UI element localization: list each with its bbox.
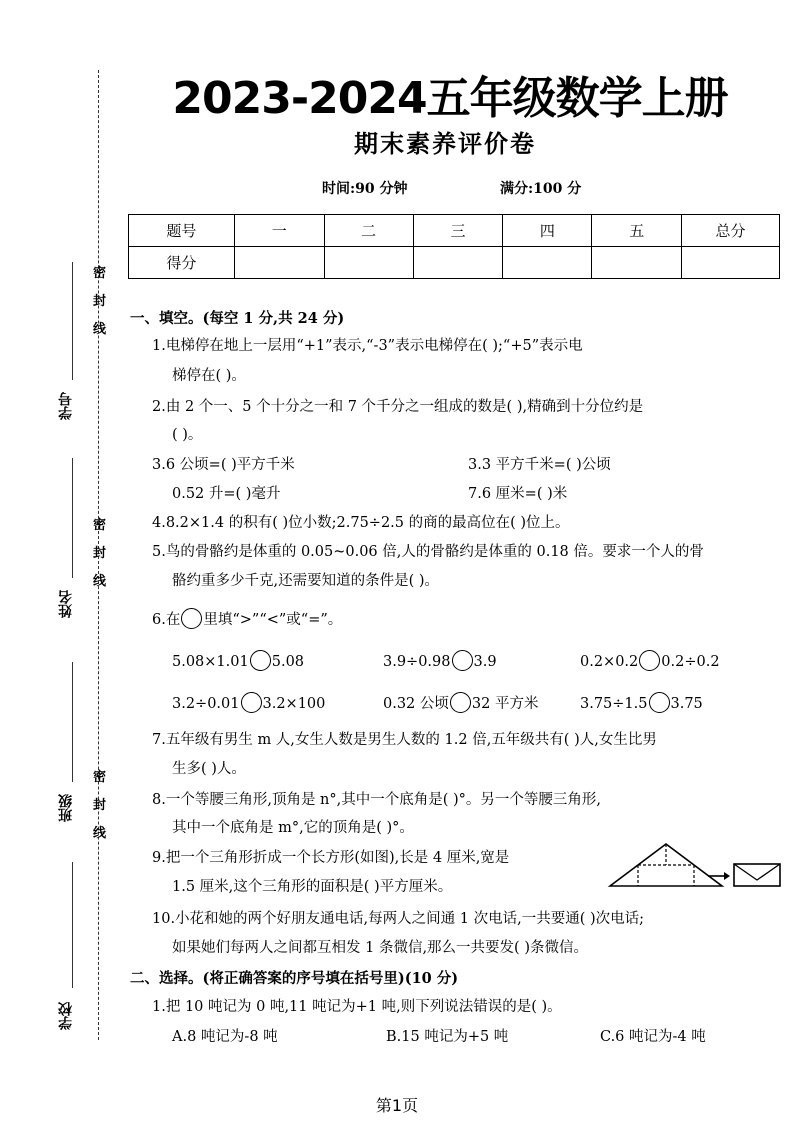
compare-item bbox=[580, 650, 720, 672]
seal-char: 密 bbox=[93, 518, 107, 533]
question-5-line-1: 5.鸟的骨骼约是体重的 0.05~0.06 倍,人的骨骼约是体重的 0.18 倍。要求一个人的骨 bbox=[152, 544, 704, 560]
seal-char: 线 bbox=[93, 322, 107, 337]
compare-item bbox=[383, 650, 497, 672]
compare-item bbox=[172, 650, 304, 672]
question-6-prompt bbox=[152, 608, 342, 630]
table-cell: 得分 bbox=[129, 247, 235, 279]
compare-circle-icon[interactable] bbox=[639, 650, 660, 671]
question-8-line-2: 其中一个底角是 m°,它的顶角是( )°。 bbox=[172, 820, 414, 836]
blank-circle-icon bbox=[181, 608, 202, 629]
score-input-cell[interactable] bbox=[234, 247, 324, 279]
question-3-item-1: 3.6 公顷=( )平方千米 bbox=[152, 457, 295, 473]
choice-option-a[interactable]: A.8 吨记为-8 吨 bbox=[172, 1029, 278, 1045]
page-title: 2023-2024五年级数学上册 bbox=[172, 73, 728, 124]
seal-char: 封 bbox=[93, 546, 107, 561]
page-subtitle: 期末素养评价卷 bbox=[354, 130, 536, 158]
compare-left: 3.75÷1.5 bbox=[580, 696, 648, 712]
page-number: 第1页 bbox=[375, 1096, 419, 1115]
seal-char: 线 bbox=[93, 826, 107, 841]
question-5-line-2: 骼约重多少千克,还需要知道的条件是( )。 bbox=[172, 573, 440, 589]
compare-circle-icon[interactable] bbox=[450, 692, 471, 713]
question-3-item-2: 3.3 平方千米=( )公顷 bbox=[468, 457, 611, 473]
compare-item bbox=[172, 692, 325, 714]
question-10-line-1: 10.小花和她的两个好朋友通电话,每两人之间通 1 次电话,一共要通( )次电话; bbox=[152, 911, 645, 927]
question-2-line-2: ( )。 bbox=[172, 427, 203, 443]
table-cell: 二 bbox=[324, 215, 413, 247]
score-input-cell[interactable] bbox=[592, 247, 682, 279]
question-6-prefix: 6.在 bbox=[152, 612, 181, 628]
table-cell: 题号 bbox=[129, 215, 235, 247]
compare-circle-icon[interactable] bbox=[649, 692, 670, 713]
score-input-cell[interactable] bbox=[503, 247, 592, 279]
score-input-cell[interactable] bbox=[413, 247, 503, 279]
question-9-line-1: 9.把一个三角形折成一个长方形(如图),长是 4 厘米,宽是 bbox=[152, 850, 510, 866]
score-table bbox=[128, 214, 780, 279]
compare-item bbox=[580, 692, 703, 714]
section-1-heading: 一、填空。(每空 1 分,共 24 分) bbox=[130, 310, 345, 327]
class-label: 班级 bbox=[58, 794, 74, 822]
compare-circle-icon[interactable] bbox=[452, 650, 473, 671]
compare-right: 0.2÷0.2 bbox=[661, 654, 720, 670]
table-cell: 三 bbox=[413, 215, 503, 247]
compare-circle-icon[interactable] bbox=[250, 650, 271, 671]
question-2-line-1: 2.由 2 个一、5 个十分之一和 7 个千分之一组成的数是( ),精确到十分位约是 bbox=[152, 399, 644, 415]
compare-right: 3.9 bbox=[473, 654, 497, 670]
school-field-line[interactable] bbox=[72, 862, 73, 988]
table-cell: 一 bbox=[234, 215, 324, 247]
student-id-field-line[interactable] bbox=[72, 262, 73, 380]
score-table-header-row bbox=[129, 215, 780, 247]
table-cell: 总分 bbox=[682, 215, 780, 247]
question-9-line-2: 1.5 厘米,这个三角形的面积是( )平方厘米。 bbox=[172, 879, 453, 895]
envelope-fold bbox=[734, 864, 780, 880]
question-1-line-1: 1.电梯停在地上一层用“+1”表示,“-3”表示电梯停在( );“+5”表示电 bbox=[152, 338, 583, 354]
exam-time: 时间:90 分钟 bbox=[322, 181, 408, 197]
choice-option-b[interactable]: B.15 吨记为+5 吨 bbox=[386, 1029, 509, 1045]
score-table-score-row bbox=[129, 247, 780, 279]
compare-left: 5.08×1.01 bbox=[172, 654, 249, 670]
seal-char: 封 bbox=[93, 294, 107, 309]
question-6-suffix: 里填“>”“<”或“=”。 bbox=[203, 612, 343, 628]
arrow-head bbox=[724, 872, 730, 880]
table-cell: 五 bbox=[592, 215, 682, 247]
table-cell: 四 bbox=[503, 215, 592, 247]
question-7-line-2: 生多( )人。 bbox=[172, 761, 246, 777]
score-input-cell[interactable] bbox=[324, 247, 413, 279]
class-field-line[interactable] bbox=[72, 662, 73, 782]
question-7-line-1: 7.五年级有男生 m 人,女生人数是男生人数的 1.2 倍,五年级共有( )人,女生比男 bbox=[152, 732, 657, 748]
question-3-item-3: 0.52 升=( )毫升 bbox=[172, 486, 281, 502]
compare-circle-icon[interactable] bbox=[241, 692, 262, 713]
score-input-cell[interactable] bbox=[682, 247, 780, 279]
choice-option-c[interactable]: C.6 吨记为-4 吨 bbox=[600, 1029, 706, 1045]
compare-right: 3.75 bbox=[670, 696, 703, 712]
seal-char: 密 bbox=[93, 770, 107, 785]
seal-char: 密 bbox=[93, 266, 107, 281]
question-10-line-2: 如果她们每两人之间都互相发 1 条微信,那么一共要发( )条微信。 bbox=[172, 940, 588, 956]
exam-full-score: 满分:100 分 bbox=[500, 181, 582, 197]
triangle-fold-figure bbox=[606, 840, 786, 892]
compare-right: 3.2×100 bbox=[262, 696, 326, 712]
question-1-line-2: 梯停在( )。 bbox=[172, 368, 246, 384]
compare-left: 3.2÷0.01 bbox=[172, 696, 240, 712]
compare-right: 32 平方米 bbox=[471, 696, 539, 712]
student-id-label: 学号 bbox=[58, 392, 74, 420]
name-field-line[interactable] bbox=[72, 458, 73, 578]
compare-left: 0.2×0.2 bbox=[580, 654, 639, 670]
question-3-item-4: 7.6 厘米=( )米 bbox=[468, 486, 568, 502]
question-8-line-1: 8.一个等腰三角形,顶角是 n°,其中一个底角是( )°。另一个等腰三角形, bbox=[152, 792, 602, 808]
compare-left: 3.9÷0.98 bbox=[383, 654, 451, 670]
rectangle-shape bbox=[734, 864, 780, 886]
compare-right: 5.08 bbox=[271, 654, 305, 670]
question-4: 4.8.2×1.4 的积有( )位小数;2.75÷2.5 的商的最高位在( )位上。 bbox=[152, 515, 570, 531]
school-label: 学校 bbox=[58, 1002, 74, 1030]
compare-item bbox=[383, 692, 538, 714]
section-2-heading: 二、选择。(将正确答案的序号填在括号里)(10 分) bbox=[130, 970, 459, 987]
seal-char: 封 bbox=[93, 798, 107, 813]
name-label: 姓名 bbox=[58, 590, 74, 618]
choice-question-1: 1.把 10 吨记为 0 吨,11 吨记为+1 吨,则下列说法错误的是( )。 bbox=[152, 999, 562, 1015]
compare-left: 0.32 公顷 bbox=[383, 696, 449, 712]
seal-char: 线 bbox=[93, 574, 107, 589]
